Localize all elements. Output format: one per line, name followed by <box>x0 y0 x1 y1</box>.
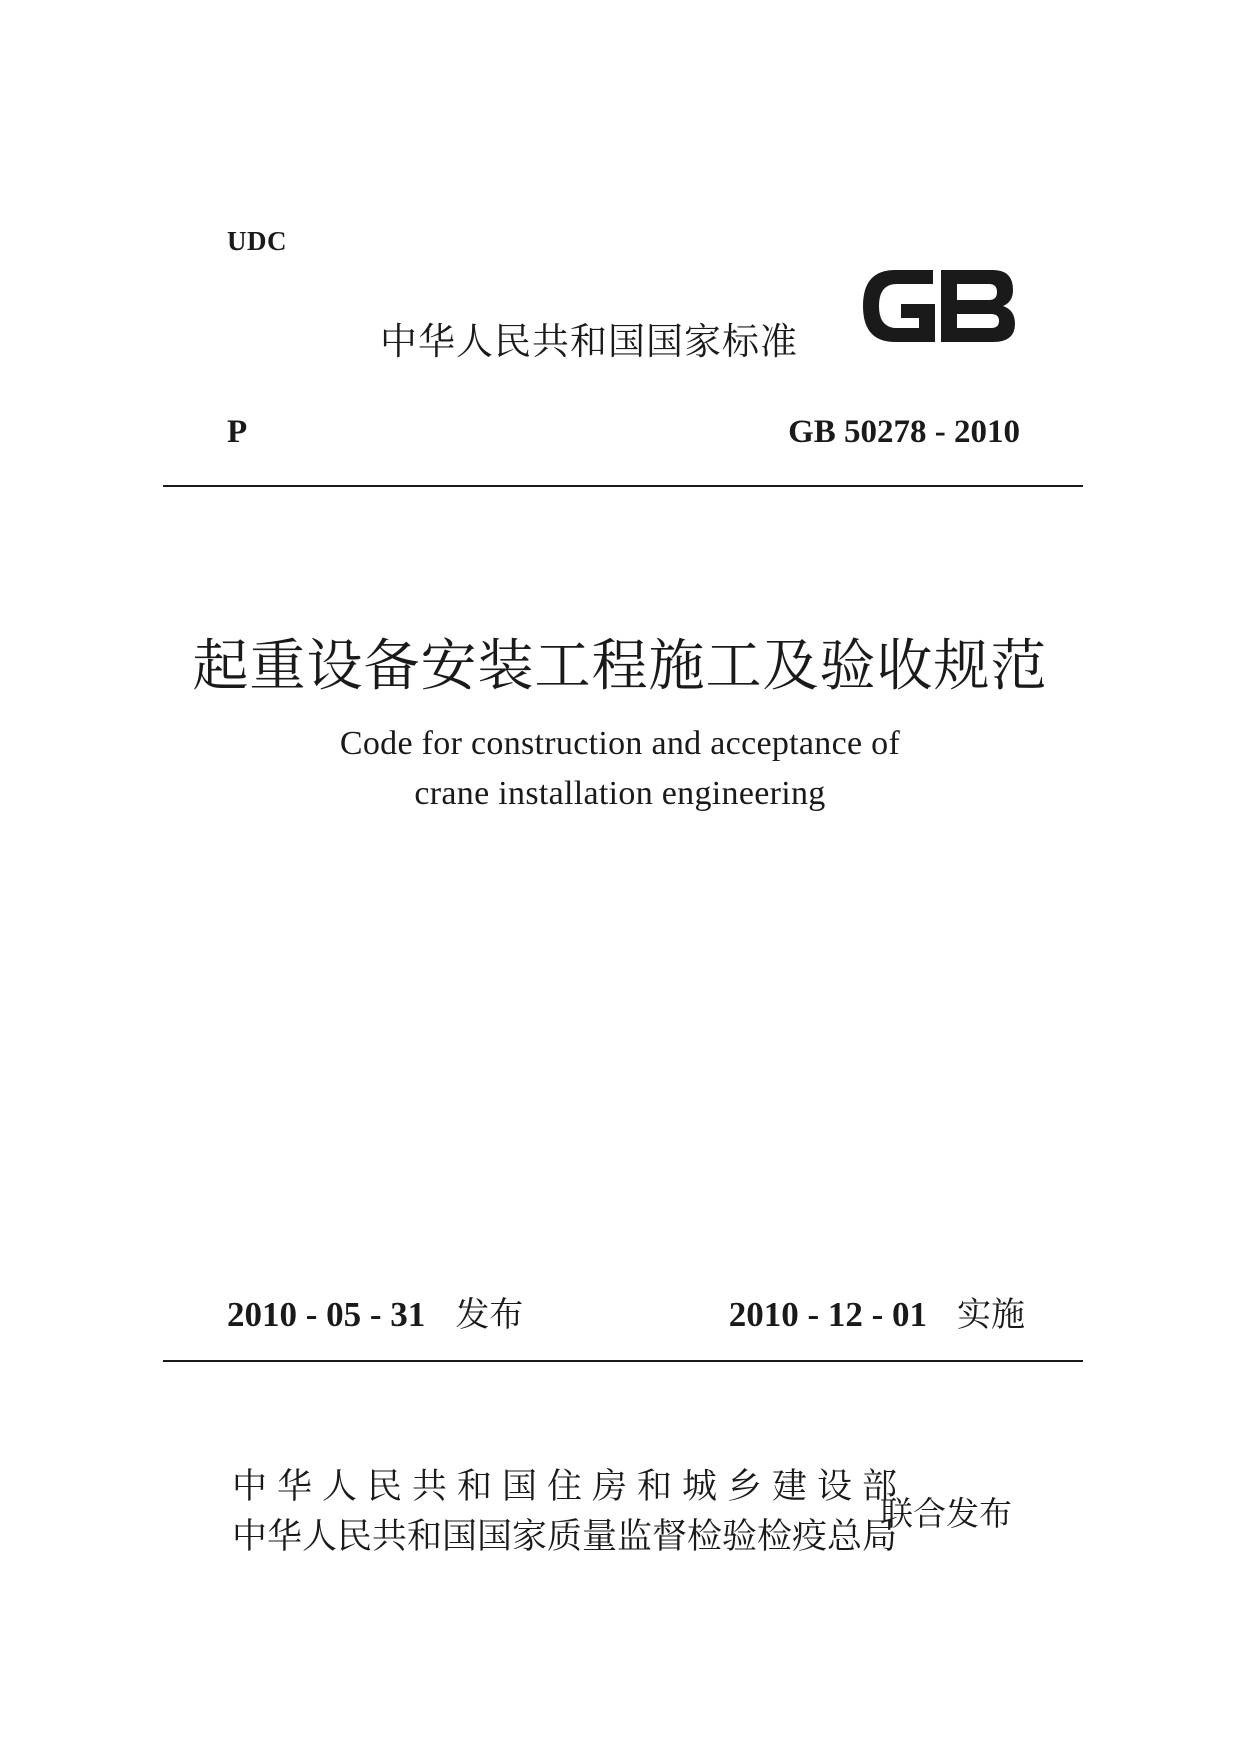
issue-date-row <box>227 1287 523 1336</box>
standard-number: GB 50278 - 2010 <box>788 414 1020 450</box>
top-divider <box>163 485 1083 487</box>
gb-emblem-icon <box>855 260 1021 352</box>
title-english-line1: Code for construction and acceptance of <box>339 725 901 762</box>
udc-label: UDC <box>227 226 287 256</box>
publishing-agencies <box>232 1462 907 1562</box>
classification-code: P <box>227 414 248 450</box>
title-english-line2: crane installation engineering <box>414 775 826 812</box>
issue-label: 发布 <box>455 1295 524 1335</box>
bottom-divider <box>163 1360 1083 1362</box>
agency-ministry-housing: 中华人民共和国住房和城乡建设部 <box>232 1467 908 1507</box>
title-chinese: 起重设备安装工程施工及验收规范 <box>192 634 1048 699</box>
gb-logo-text: GB <box>855 260 857 261</box>
effective-label: 实施 <box>957 1295 1025 1335</box>
effective-date-row <box>729 1287 1025 1336</box>
national-standard-heading: 中华人民共和国国家标准 <box>380 320 798 363</box>
issue-date: 2010 - 05 - 31 <box>227 1295 426 1334</box>
effective-date: 2010 - 12 - 01 <box>728 1295 927 1334</box>
agency-quality-supervision: 中华人民共和国国家质量监督检验检疫总局 <box>232 1517 898 1557</box>
joint-issue-label: 联合发布 <box>880 1494 1012 1533</box>
